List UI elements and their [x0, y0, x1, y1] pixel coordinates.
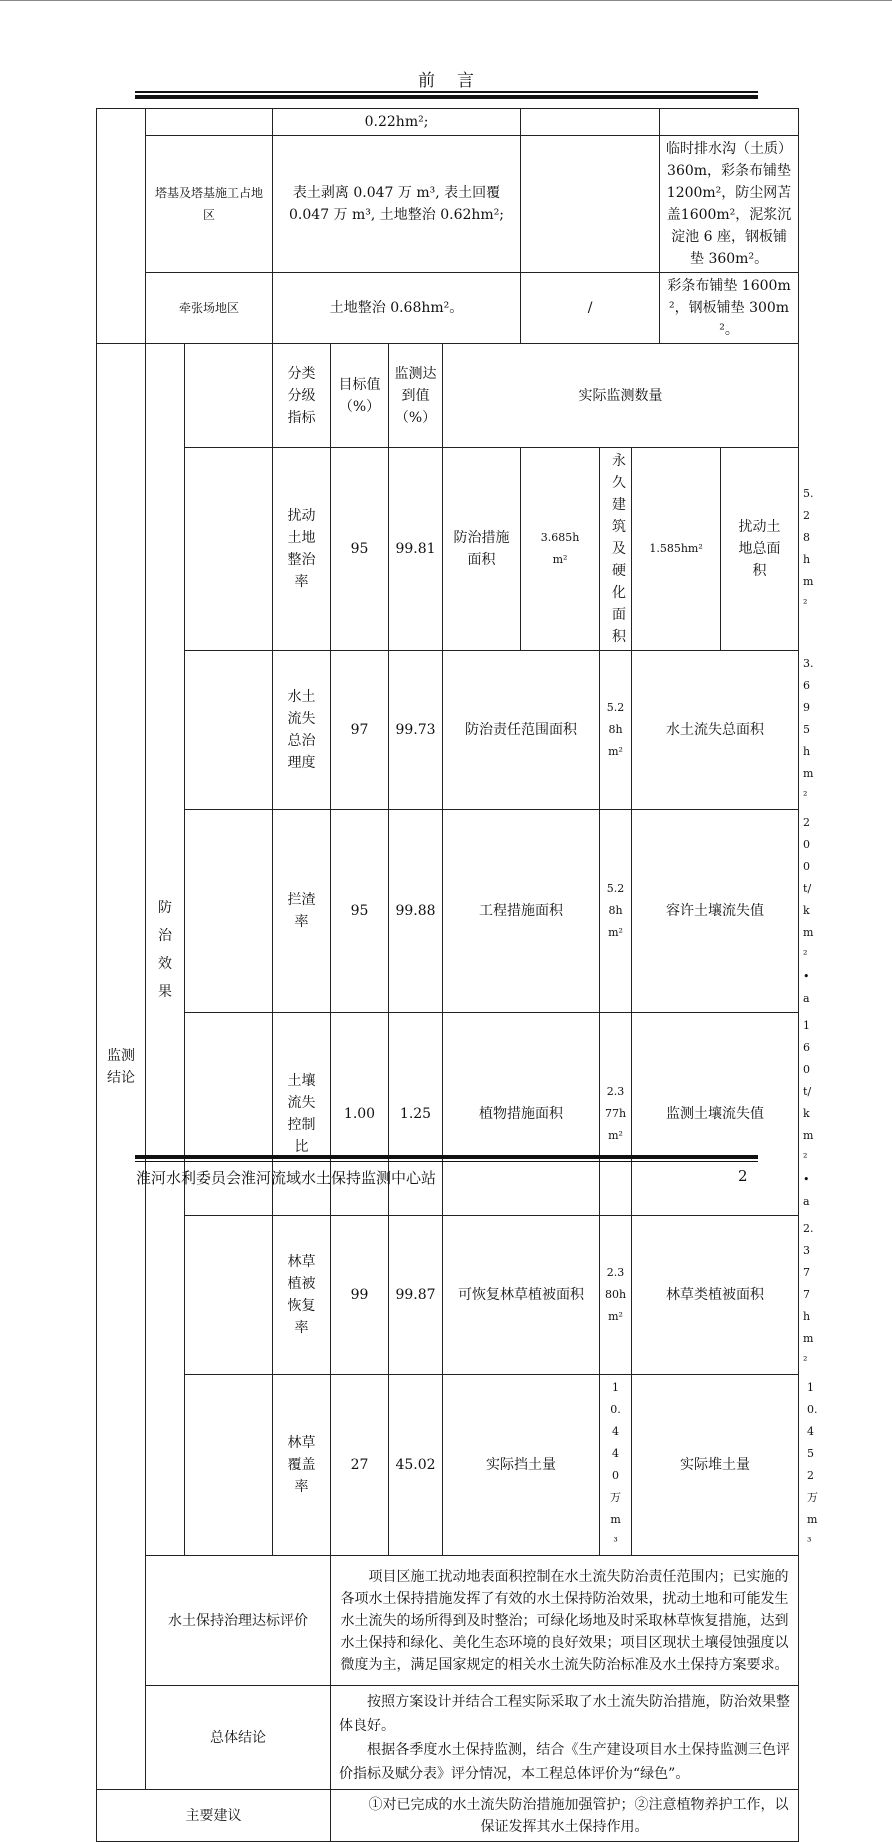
measures-cell: 0.22hm²; [273, 109, 521, 136]
spacer-cell [185, 448, 273, 651]
effect-label-cell [146, 344, 185, 1556]
metric-value: 10.440 万 m³ [600, 1375, 632, 1556]
measures-cell: 表土剥离 0.047 万 m³, 表土回覆 0.047 万 m³, 土地整治 0.62hm²; [273, 136, 521, 273]
section-label: 监测结论 [106, 1047, 135, 1086]
header-rule-thick [135, 95, 758, 99]
achieved-value: 99.73 [389, 651, 443, 810]
spacer-cell [185, 1375, 273, 1556]
metric-label: 监测土壤流失值 [632, 1013, 799, 1216]
empty-cell [521, 136, 660, 273]
achieved-value: 99.81 [389, 448, 443, 651]
middle-cell: / [521, 273, 660, 344]
target-value: 27 [331, 1375, 389, 1556]
footer-rule-thick [135, 1155, 758, 1159]
suggestion-text: ①对已完成的水土流失防治措施加强管护；②注意植物养护工作，以保证发挥其水土保持作用。 [331, 1790, 799, 1842]
metric-label: 植物措施面积 [443, 1013, 600, 1216]
header-achieved: 监测达到值（%） [389, 344, 443, 448]
suggestion-label: 主要建议 [97, 1790, 331, 1842]
evaluation-text: 项目区施工扰动地表面积控制在水土流失防治责任范围内；已实施的各项水土保持措施发挥了有效的水土保持防治效果，扰动土地和可能发生水土流失的场所得到及时整治；可绿化场地及时采取林草恢复措施，达到水土保持和绿化、美化生态环境的良好效果；项目区现状土壤侵蚀强度以微度为主，满足国家规定的相关水土流失防治标准及水土保持方案要求。 [331, 1556, 799, 1686]
metric-label: 防治措施面积 [443, 448, 521, 651]
table-row [97, 344, 799, 448]
table-row [97, 109, 799, 136]
table-row: 林草覆盖率 27 45.02 实际挡土量 10.440 万 m³ 实际堆土量 10.452 万 m³ [97, 1375, 799, 1556]
metric-value: 1.585hm² [632, 448, 721, 651]
monitoring-summary-table [96, 108, 819, 1842]
evaluation-label: 水土保持治理达标评价 [146, 1556, 331, 1686]
empty-cell [521, 109, 660, 136]
metric-value: 3.685hm² [521, 448, 600, 651]
metric-label: 容许土壤流失值 [632, 810, 799, 1013]
effect-label: 防治效果 [158, 899, 172, 1000]
metric-value: 5.28hm² [600, 810, 632, 1013]
header-indicator: 分类分级指标 [273, 344, 331, 448]
indicator-name: 林草植被恢复率 [273, 1216, 331, 1375]
table-row: 拦渣率 95 99.88 工程措施面积 5.28hm² 容许土壤流失值 200t/km²•a [97, 810, 799, 1013]
metric-label: 永久建筑及硬化面积 [600, 448, 632, 651]
indicator-name: 林草覆盖率 [273, 1375, 331, 1556]
target-value: 95 [331, 448, 389, 651]
indicator-name: 拦渣率 [273, 810, 331, 1013]
table-row [97, 1790, 799, 1842]
achieved-value: 45.02 [389, 1375, 443, 1556]
empty-cell [146, 109, 273, 136]
temporary-measures-cell: 彩条布铺垫 1600m²，钢板铺垫 300m²。 [660, 273, 799, 344]
metric-value: 2.377hm² [600, 1013, 632, 1216]
empty-cell [97, 109, 146, 344]
footer-rule-thin [135, 1161, 758, 1162]
spacer-cell [185, 1216, 273, 1375]
metric-value: 2.380hm² [600, 1216, 632, 1375]
conclusion-cell [331, 1686, 799, 1790]
table-row [97, 273, 799, 344]
metric-label: 防治责任范围面积 [443, 651, 600, 810]
header-target: 目标值（%） [331, 344, 389, 448]
area-cell: 塔基及塔基施工占地区 [146, 136, 273, 273]
target-value: 99 [331, 1216, 389, 1375]
area-cell: 牵张场地区 [146, 273, 273, 344]
conclusion-paragraph: 按照方案设计并结合工程实际采取了水土流失防治措施，防治效果整体良好。 [339, 1693, 791, 1734]
indicator-name: 水土流失总治理度 [273, 651, 331, 810]
achieved-value: 99.87 [389, 1216, 443, 1375]
measures-cell: 土地整治 0.68hm²。 [273, 273, 521, 344]
conclusion-label: 总体结论 [146, 1686, 331, 1790]
spacer-cell [185, 651, 273, 810]
spacer-cell [185, 810, 273, 1013]
spacer-cell [185, 344, 273, 448]
table-row [97, 1556, 799, 1686]
page-number: 2 [738, 1167, 748, 1185]
temporary-measures-cell: 临时排水沟（土质）360m，彩条布铺垫1200m²，防尘网苫盖1600m²，泥浆沉淀池 6 座，钢板铺垫 360m²。 [660, 136, 799, 273]
target-value: 97 [331, 651, 389, 810]
table-row: 水土流失总治理度 97 99.73 防治责任范围面积 5.28hm² 水土流失总面积 3.695hm² [97, 651, 799, 810]
page-top-edge [0, 0, 892, 1]
metric-value: 5.28hm² [600, 651, 632, 810]
target-value: 1.00 [331, 1013, 389, 1216]
metric-label: 水土流失总面积 [632, 651, 799, 810]
table-row [97, 1686, 799, 1790]
indicator-name: 扰动土地整治率 [273, 448, 331, 651]
achieved-value: 99.88 [389, 810, 443, 1013]
section-label-cell [97, 344, 146, 1790]
table-row: 林草植被恢复率 99 99.87 可恢复林草植被面积 2.380hm² 林草类植被面积 2.377hm² [97, 1216, 799, 1375]
table-row [97, 136, 799, 273]
target-value: 95 [331, 810, 389, 1013]
metric-label: 可恢复林草植被面积 [443, 1216, 600, 1375]
metric-label: 实际堆土量 [632, 1375, 799, 1556]
table-row: 扰动土地整治率 95 99.81 防治措施面积 3.685hm² 永久建筑及硬化面积 1.585hm² 扰动土地总面积 5.28hm² [97, 448, 799, 651]
metric-label: 实际挡土量 [443, 1375, 600, 1556]
page-header-title: 前言 [418, 71, 496, 91]
table-row: 土壤流失控制比 1.00 1.25 植物措施面积 2.377hm² 监测土壤流失值 160t/km²•a [97, 1013, 799, 1216]
footer-organization: 淮河水利委员会淮河流域水土保持监测中心站 [136, 1169, 437, 1187]
empty-cell [660, 109, 799, 136]
indicator-name: 土壤流失控制比 [273, 1013, 331, 1216]
metric-label: 林草类植被面积 [632, 1216, 799, 1375]
metric-label: 工程措施面积 [443, 810, 600, 1013]
achieved-value: 1.25 [389, 1013, 443, 1216]
metric-label: 扰动土地总面积 [721, 448, 799, 651]
header-rule-thin [135, 91, 758, 93]
header-actual: 实际监测数量 [443, 344, 799, 448]
conclusion-paragraph: 根据各季度水土保持监测，结合《生产建设项目水土保持监测三色评价指标及赋分表》评分情况，本工程总体评价为“绿色”。 [339, 1741, 791, 1782]
